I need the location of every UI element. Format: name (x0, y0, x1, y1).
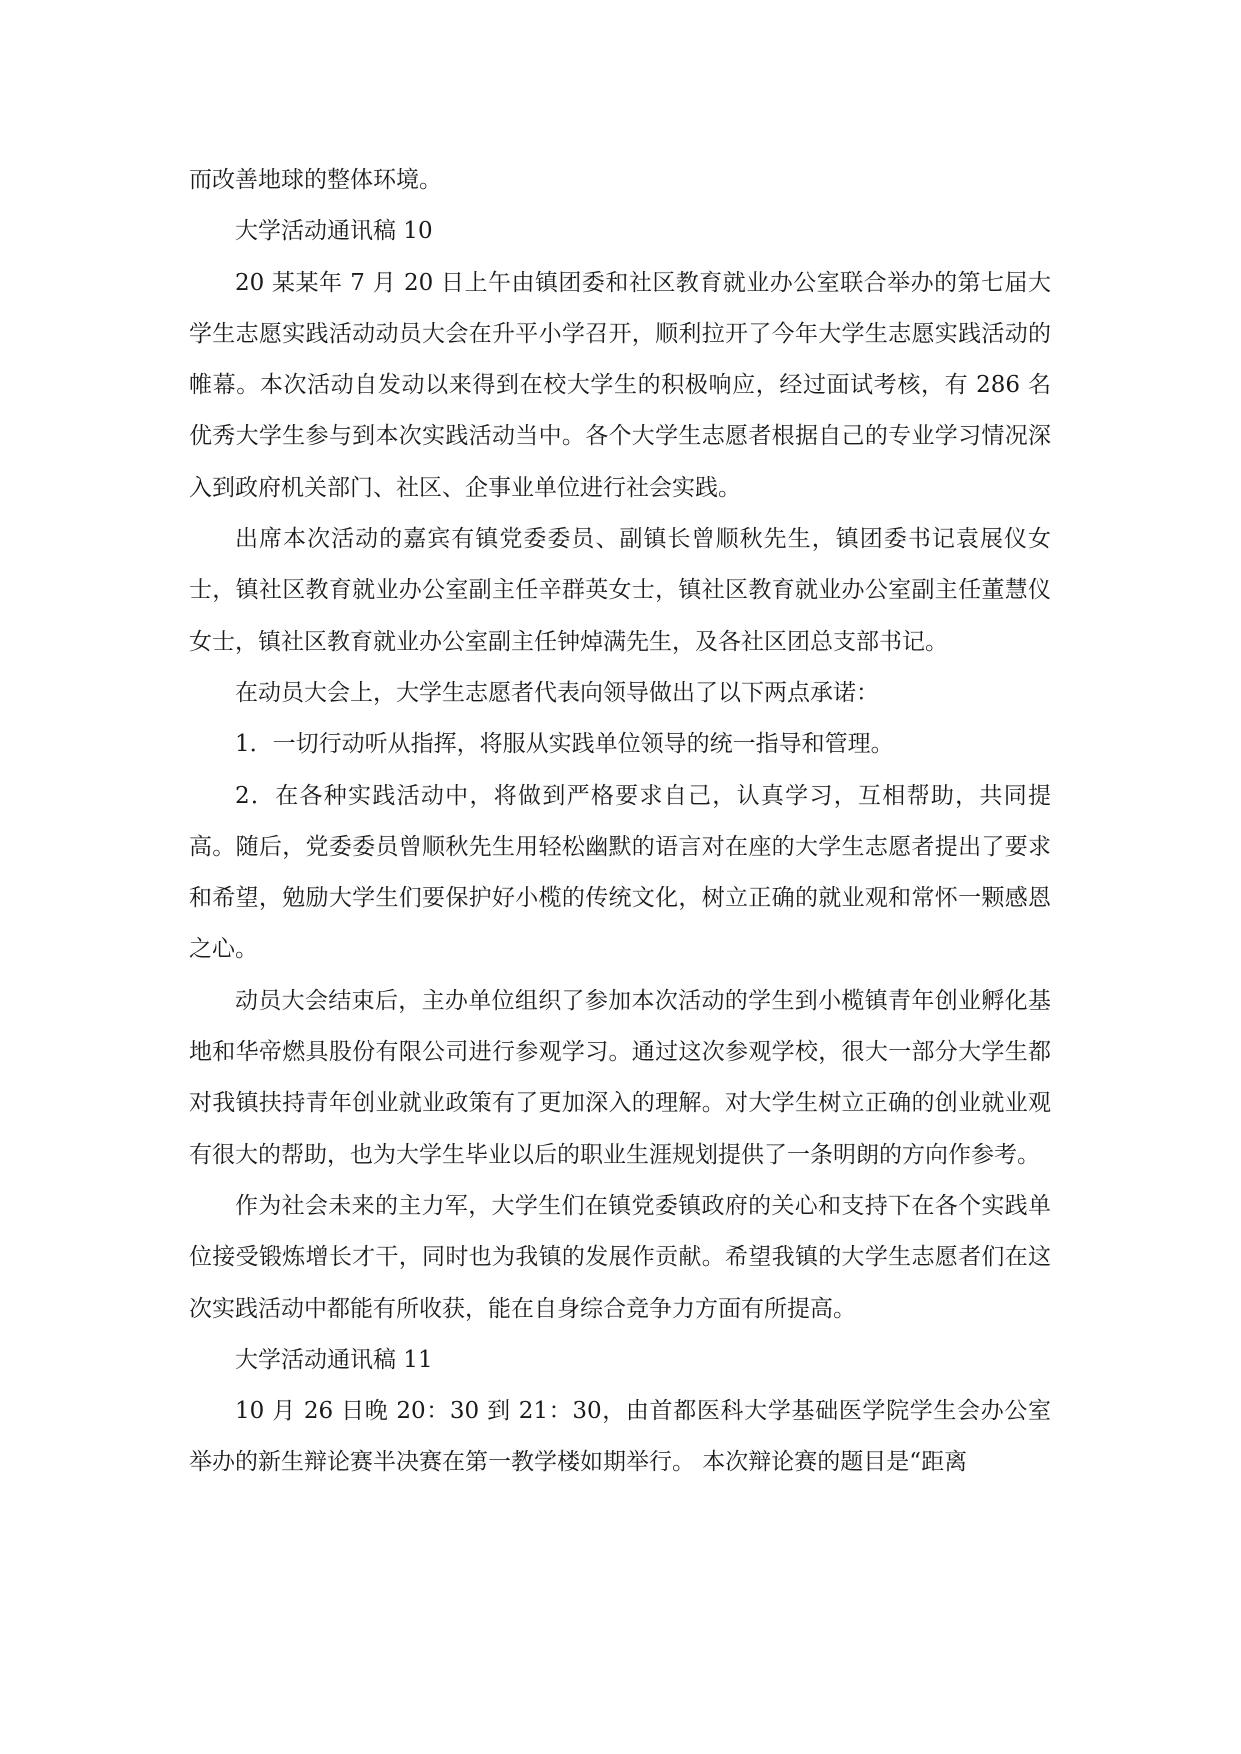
paragraph: 出席本次活动的嘉宾有镇党委委员、副镇长曾顺秋先生，镇团委书记袁展仪女士，镇社区教育就业办公室副主任辛群英女士，镇社区教育就业办公室副主任董慧仪女士，镇社区教育就业办公室副主任钟焯满先生，及各社区团总支部书记。 (189, 526, 1051, 655)
paragraph: 20 某某年 7 月 20 日上午由镇团委和社区教育就业办公室联合举办的第七届大学生志愿实践活动动员大会在升平小学召开，顺利拉开了今年大学生志愿实践活动的帷幕。本次活动自发动以来得到在校大学生的积极响应，经过面试考核，有 286 名优秀大学生参与到本次实践活动当中。各个大学生志愿者根据自己的专业学习情况深入到政府机关部门、社区、企事业单位进行社会实践。 (189, 269, 1051, 501)
paragraph-continuation: 而改善地球的整体环境。 (189, 167, 442, 193)
paragraph: 10 月 26 日晚 20：30 到 21：30，由首都医科大学基础医学院学生会办公室举办的新生辩论赛半决赛在第一教学楼如期举行。 本次辩论赛的题目是“距离 (189, 1398, 1051, 1476)
section-heading-10: 大学活动通讯稿 10 (235, 218, 433, 245)
paragraph: 作为社会未来的主力军，大学生们在镇党委镇政府的关心和支持下在各个实践单位接受锻炼增长才干，同时也为我镇的发展作贡献。希望我镇的大学生志愿者们在这次实践活动中都能有所收获，能在自身综合竞争力方面有所提高。 (189, 1192, 1051, 1322)
section-heading-11: 大学活动通讯稿 11 (235, 1346, 433, 1373)
paragraph: 在动员大会上，大学生志愿者代表向领导做出了以下两点承诺： (235, 679, 879, 706)
document-body (189, 155, 1051, 1489)
paragraph: 动员大会结束后，主办单位组织了参加本次活动的学生到小榄镇青年创业孵化基地和华帝燃具股份有限公司进行参观学习。通过这次参观学校，很大一部分大学生都对我镇扶持青年创业就业政策有了更加深入的理解。对大学生树立正确的创业就业观有很大的帮助，也为大学生毕业以后的职业生涯规划提供了一条明朗的方向作参考。 (189, 987, 1051, 1168)
list-item: 2．在各种实践活动中，将做到严格要求自己，认真学习，互相帮助，共同提高。随后，党委委员曾顺秋先生用轻松幽默的语言对在座的大学生志愿者提出了要求和希望，勉励大学生们要保护好小榄的传统文化，树立正确的就业观和常怀一颗感恩之心。 (189, 782, 1051, 963)
list-item: 1．一切行动听从指挥，将服从实践单位领导的统一指导和管理。 (235, 731, 894, 758)
